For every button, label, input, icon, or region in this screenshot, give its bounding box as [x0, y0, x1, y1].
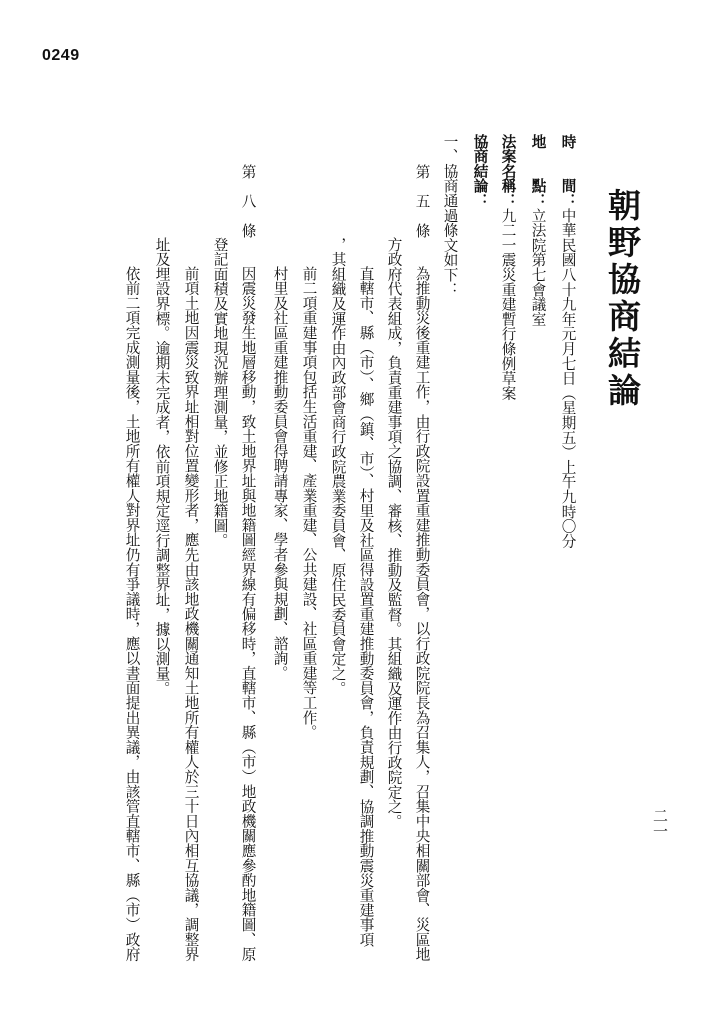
article-5-line-1: 為推動災後重建工作，由行政院設置重建推動委員會，以行政院院長為召集人，召集中央相關部會、災區地 — [413, 266, 431, 962]
article-8-line-1: 因震災發生地層移動，致土地界址與地籍圖經界線有偏移時，直轄市、縣（市）地政機關應參酌地籍圖、原 — [239, 266, 257, 962]
article-8-line-2: 登記面積及實地現況辦理測量，並修正地籍圖。 — [211, 237, 229, 548]
article-8-line-5: 依前二項完成測量後，土地所有權人對界址仍有爭議時，應以書面提出異議，由該管直轄市、縣（市）政府 — [123, 266, 141, 962]
article-5-label: 第 五 條 — [413, 164, 431, 238]
bill-name — [500, 134, 515, 400]
conclusion-heading: 協商結論： — [471, 134, 489, 208]
page-number: 0249 — [42, 47, 80, 64]
document-title: 朝野協商結論 — [603, 188, 642, 410]
article-5-line-2: 方政府代表組成，負責重建事項之協調、審核、推動及監督。其組織及運作由行政院定之。 — [385, 237, 403, 829]
article-8-label: 第 八 條 — [239, 164, 257, 238]
time-label: 時 間： — [559, 134, 577, 208]
article-5-line-4: ，其組織及運作由內政部會商行政院農業委員會、原住民委員會定之。 — [329, 237, 347, 696]
place-value: 立法院第七會議室 — [529, 208, 547, 327]
article-8-line-3: 前項土地因震災致界址相對位置變形者，應先由該地政機關通知土地所有權人於三十日內相互協議，調整界 — [182, 266, 200, 962]
bill-value: 九二一震災重建暫行條例草案 — [499, 208, 517, 401]
article-8-line-4: 址及埋設界標。逾期未完成者，依前項規定逕行調整界址，據以測量。 — [153, 237, 171, 696]
article-5-line-3: 直轄市、縣（市）、鄉（鎮、市）、村里及社區得設置重建推動委員會，負責規劃、協調推動震災重建事項 — [357, 266, 375, 947]
time-value: 中華民國八十九年元月七日（星期五）上午九時〇分 — [559, 208, 577, 549]
place-label: 地 點： — [529, 134, 547, 208]
meeting-place — [530, 134, 545, 326]
bill-label: 法案名稱： — [499, 134, 517, 208]
side-page-number: 二一 — [651, 808, 669, 839]
section-one-heading: 一、協商通過條文如下： — [441, 134, 459, 297]
article-5-line-5: 前二項重建事項包括生活重建、產業重建、公共建設、社區重建等工作。 — [300, 266, 318, 740]
article-5-line-6: 村里及社區重建推動委員會得聘請專家、學者參與規劃、諮詢。 — [271, 266, 289, 681]
meeting-time — [560, 134, 575, 548]
